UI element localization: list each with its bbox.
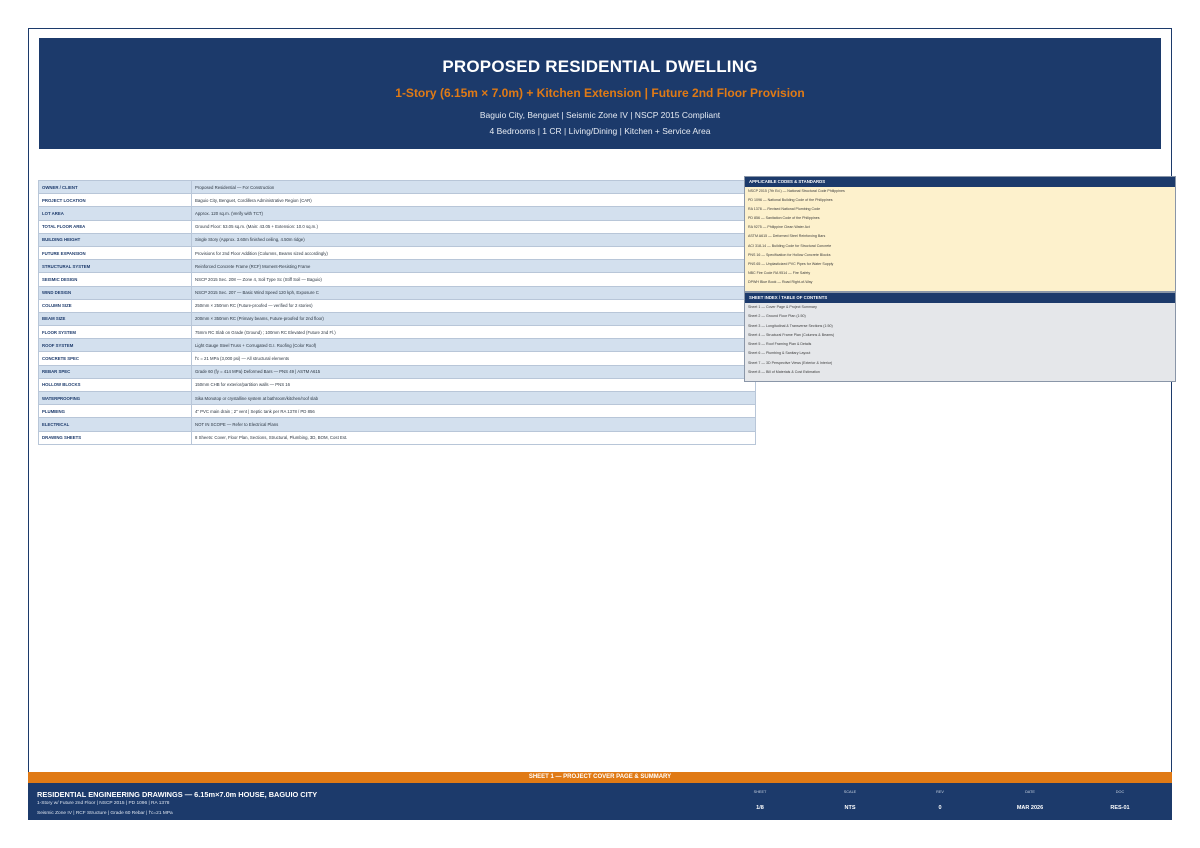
info-key: ROOF SYSTEM	[39, 339, 192, 352]
info-key: DRAWING SHEETS	[39, 431, 192, 444]
info-value: Single Story (Approx. 3.60m finished ceiling, 4.50m ridge)	[192, 233, 756, 246]
info-value: Provisions for 2nd Floor Addition (Columns, Beams sized accordingly)	[192, 246, 756, 259]
project-title: PROPOSED RESIDENTIAL DWELLING	[442, 57, 758, 76]
info-key: WIND DESIGN	[39, 286, 192, 299]
title-block-cell-label: REV	[936, 790, 944, 794]
info-key: PROJECT LOCATION	[39, 194, 192, 207]
info-key: WATERPROOFING	[39, 392, 192, 405]
title-block-cell	[900, 783, 980, 820]
title-block-cell	[810, 783, 890, 820]
title-block-cell-value: 0	[938, 805, 942, 811]
title-block-cell-value: MAR 2026	[1016, 805, 1044, 811]
info-row	[39, 273, 756, 286]
codes-panel	[744, 176, 1176, 292]
title-block-cell-label: DOC	[1115, 790, 1125, 794]
info-row	[39, 233, 756, 246]
info-row	[39, 365, 756, 378]
info-key: FLOOR SYSTEM	[39, 326, 192, 339]
title-block-cell-label: DATE	[1025, 790, 1035, 794]
sheet-index-item: Sheet 8 — Bill of Materials & Cost Estimation	[748, 370, 820, 375]
info-row	[39, 181, 756, 194]
title-block-title: RESIDENTIAL ENGINEERING DRAWINGS — 6.15m×7.0m HOUSE, BAGUIO CITY	[37, 790, 318, 799]
info-value: Proposed Residential — For Construction	[192, 181, 756, 194]
info-key: SEISMIC DESIGN	[39, 273, 192, 286]
info-value: Grade 60 (fy = 414 MPa) Deformed Bars — PNS 49 | ASTM A615	[192, 365, 756, 378]
code-item: PNS 16 — Specification for Hollow Concrete Blocks	[748, 252, 831, 257]
info-key: HOLLOW BLOCKS	[39, 378, 192, 391]
code-item: NBC Fire Code RA 9514 — Fire Safety	[748, 270, 811, 275]
info-value: 4" PVC main drain ; 2" vent | Septic tank per RA 1378 / PD 856	[192, 405, 756, 418]
info-value: NOT IN SCOPE — Refer to Electrical Plans	[192, 418, 756, 431]
info-value: Sika Monotop or crystalline system at bathroom/kitchen/roof slab	[192, 392, 756, 405]
project-subtitle: 1-Story (6.15m × 7.0m) + Kitchen Extension | Future 2nd Floor Provision	[395, 86, 805, 100]
sheet-index-item: Sheet 5 — Roof Framing Plan & Details	[748, 342, 812, 347]
info-key: BEAM SIZE	[39, 312, 192, 325]
info-value: 200mm × 350mm RC (Primary beams, Future-proofed for 2nd floor)	[192, 312, 756, 325]
info-key: STRUCTURAL SYSTEM	[39, 260, 192, 273]
code-item: RA 9275 — Philippine Clean Water Act	[748, 225, 810, 230]
project-location-line: Baguio City, Benguet | Seismic Zone IV | NSCP 2015 Compliant	[479, 110, 721, 120]
info-value: Baguio City, Benguet, Cordillera Administrative Region (CAR)	[192, 194, 756, 207]
sheet-index-item: Sheet 3 — Longitudinal & Transverse Sections (1:50)	[748, 323, 833, 328]
project-info-table	[38, 180, 756, 445]
info-key: PLUMBING	[39, 405, 192, 418]
title-block-cell-value: NTS	[844, 805, 856, 811]
code-item: ASTM A615 — Deformed Steel Reinforcing Bars	[748, 234, 826, 239]
title-block-cell-label: SHEET	[753, 790, 767, 794]
code-item: NSCP 2015 (7th Ed.) — National Structural Code Philippines	[748, 189, 845, 193]
sheet-index-heading: SHEET INDEX / TABLE OF CONTENTS	[745, 293, 1175, 303]
sheet-index-item: Sheet 7 — 3D Perspective Views (Exterior & Interior)	[748, 360, 833, 365]
info-row	[39, 194, 756, 207]
info-row	[39, 418, 756, 431]
code-item: RA 1378 — Revised National Plumbing Code	[748, 207, 821, 212]
info-value: Reinforced Concrete Frame (RCF) Moment-Resisting Frame	[192, 260, 756, 273]
project-rooms-line: 4 Bedrooms | 1 CR | Living/Dining | Kitchen + Service Area	[489, 126, 711, 136]
info-key: OWNER / CLIENT	[39, 181, 192, 194]
info-row	[39, 339, 756, 352]
sheet-index-item: Sheet 2 — Ground Floor Plan (1:50)	[748, 314, 806, 319]
info-value: NSCP 2015 Sec. 207 — Basic Wind Speed 120 kph, Exposure C	[192, 286, 756, 299]
title-block-sub1: 1-Story w/ Future 2nd Floor | NSCP 2015 | PD 1096 | RA 1378	[37, 801, 170, 806]
info-row	[39, 299, 756, 312]
info-value: 75mm RC Slab on Grade (Ground) ; 100mm RC Elevated (Future 2nd Fl.)	[192, 326, 756, 339]
info-row	[39, 207, 756, 220]
code-item: DPWH Blue Book — Road Right-of-Way	[748, 279, 813, 284]
info-key: REBAR SPEC	[39, 365, 192, 378]
title-block-cell	[990, 783, 1070, 820]
info-key: TOTAL FLOOR AREA	[39, 220, 192, 233]
info-row	[39, 286, 756, 299]
sheet-index-item: Sheet 1 — Cover Page & Project Summary	[748, 305, 817, 309]
info-value: 150mm CHB for exterior/partition walls — PNS 16	[192, 378, 756, 391]
codes-heading: APPLICABLE CODES & STANDARDS	[745, 177, 1175, 187]
info-value: NSCP 2015 Sec. 208 — Zone 4, Soil Type Sc (Stiff Soil — Baguio)	[192, 273, 756, 286]
info-value: 8 Sheets: Cover, Floor Plan, Sections, Structural, Plumbing, 3D, BOM, Cost Est.	[192, 431, 756, 444]
title-block-sub2: Seismic Zone IV | RCF Structure | Grade 60 Rebar | f'c=21 MPa	[37, 811, 173, 816]
info-row	[39, 352, 756, 365]
info-row	[39, 405, 756, 418]
info-row	[39, 378, 756, 391]
title-block	[28, 783, 1172, 820]
code-item: PD 856 — Sanitation Code of the Philippines	[748, 216, 820, 221]
info-value: Ground Floor: 53.05 sq.m. (Main: 43.05 + Extension: 10.0 sq.m.)	[192, 220, 756, 233]
title-block-cell	[720, 783, 800, 820]
info-key: FUTURE EXPANSION	[39, 246, 192, 259]
info-value: 250mm × 250mm RC (Future-proofed — verified for 2 stories)	[192, 299, 756, 312]
title-block-cell-value: 1/8	[756, 805, 764, 811]
info-key: LOT AREA	[39, 207, 192, 220]
title-block-cell-label: SCALE	[843, 790, 857, 794]
info-row	[39, 326, 756, 339]
code-item: PD 1096 — National Building Code of the Philippines	[748, 198, 833, 203]
info-row	[39, 246, 756, 259]
code-item: PNS 65 — Unplasticized PVC Pipes for Water Supply	[748, 261, 834, 266]
sheet-index-item: Sheet 6 — Plumbing & Sanitary Layout	[748, 351, 811, 356]
info-row	[39, 431, 756, 444]
info-row	[39, 392, 756, 405]
info-key: CONCRETE SPEC	[39, 352, 192, 365]
sheet-index-panel	[744, 292, 1176, 382]
title-banner	[39, 38, 1161, 149]
info-value: Approx. 120 sq.m. (Verify with TCT)	[192, 207, 756, 220]
info-row	[39, 312, 756, 325]
info-value: Light Gauge Steel Truss + Corrugated G.I. Roofing (Color Roof)	[192, 339, 756, 352]
info-value: f'c = 21 MPa (3,000 psi) — All structural elements	[192, 352, 756, 365]
info-key: COLUMN SIZE	[39, 299, 192, 312]
info-row	[39, 220, 756, 233]
sheet-index-item: Sheet 4 — Structural Frame Plan (Columns & Beams)	[748, 332, 835, 337]
code-item: ACI 318-14 — Building Code for Structural Concrete	[748, 243, 832, 248]
title-block-cell	[1080, 783, 1160, 820]
sheet-caption-strip: SHEET 1 — PROJECT COVER PAGE & SUMMARY	[28, 772, 1172, 783]
info-key: ELECTRICAL	[39, 418, 192, 431]
info-key: BUILDING HEIGHT	[39, 233, 192, 246]
info-row	[39, 260, 756, 273]
title-block-cell-value: RES-01	[1110, 805, 1130, 811]
